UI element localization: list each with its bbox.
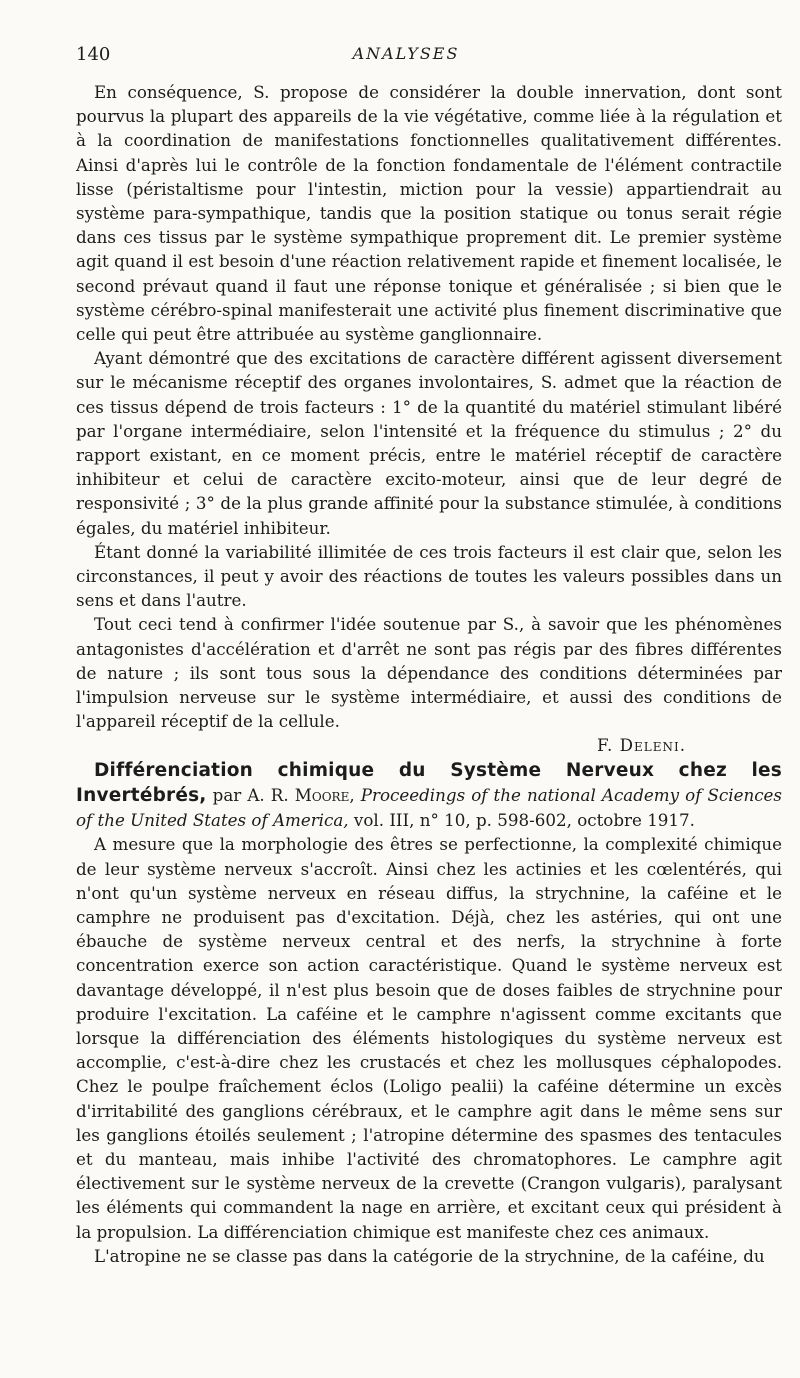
article-heading bbox=[76, 758, 782, 833]
paragraph: L'atropine ne se classe pas dans la catégorie de la strychnine, de la caféine, du bbox=[94, 1245, 765, 1266]
page-number: 140 bbox=[76, 44, 111, 65]
page-header bbox=[76, 44, 776, 72]
paragraph: Ayant démontré que des excitations de caractère différent agissent diversement sur le mécanisme réceptif des organes involontaires, S. admet que la réaction de ces tissus dépend de trois facteurs : 1° de la quantité du matériel stimulant libéré par l'organe intermédiaire, selon l'intensité et la fréquence du stimulus ; 2° du rapport existant, en ce moment précis, entre le matériel réceptif de caractère inhibiteur et celui de caractère excito-moteur, ainsi que de leur degré de responsivité ; 3° de la plus grande affinité pour la substance stimulée, à conditions égales, du matériel inhibiteur. bbox=[76, 348, 782, 538]
signature: F. Deleni. bbox=[597, 735, 686, 756]
article-title: Différenciation chimique du Système Nerveux chez les Invertébrés, bbox=[76, 759, 782, 806]
paragraph: Étant donné la variabilité illimitée de ces trois facteurs il est clair que, selon les circonstances, il peut y avoir des réactions de toutes les valeurs possibles dans un sens et dans l'autre. bbox=[76, 541, 782, 611]
article-body bbox=[76, 80, 782, 1268]
running-title: ANALYSES bbox=[352, 44, 460, 63]
article-author: Moore, bbox=[294, 784, 355, 805]
article-citation: vol. III, n° 10, p. 598-602, octobre 1917. bbox=[353, 810, 695, 831]
paragraph: En conséquence, S. propose de considérer la double innervation, dont sont pourvus la plupart des appareils de la vie végétative, comme liée à la régulation et à la coordination de manifestations fonctionnelles qualitativement différentes. Ainsi d'après lui le contrôle de la fonction fondamentale de l'élément contractile lisse (péristaltisme pour l'intestin, miction pour la vessie) appartiendrait au système para-sympathique, tandis que la position statique ou tonus serait régie dans ces tissus par le système sympathique proprement dit. Le premier système agit quand il est besoin d'une réaction relativement rapide et finement localisée, le second prévaut quand il faut une réponse tonique et généralisée ; si bien que le système cérébro-spinal manifesterait une activité plus finement discriminative que celle qui peut être attribuée au système ganglionnaire. bbox=[76, 82, 782, 345]
article-journal: Proceedings of the national Academy of Sciences of the United States of America, bbox=[76, 784, 782, 831]
paragraph: Tout ceci tend à confirmer l'idée soutenue par S., à savoir que les phénomènes antagonistes d'accélération et d'arrêt ne sont pas régis par des fibres différentes de nature ; ils sont tous sous la dépendance des conditions déterminées par l'impulsion nerveuse sur le système intermédiaire, et aussi des conditions de l'appareil réceptif de la cellule. bbox=[76, 614, 782, 732]
paragraph: A mesure que la morphologie des êtres se perfectionne, la complexité chimique de leur système nerveux s'accroît. Ainsi chez les actinies et les cœlentérés, qui n'ont qu'un système nerveux en réseau diffus, la strychnine, la caféine et le camphre ne produisent pas d'excitation. Déjà, chez les astéries, qui ont une ébauche de système nerveux central et des nerfs, la strychnine à forte concentration exerce son action caractéristique. Quand le système nerveux est davantage développé, il n'est plus besoin que de doses faibles de strychnine pour produire l'excitation. La caféine et le camphre n'agissent comme excitants que lorsque la différenciation des éléments histologiques du système nerveux est accomplie, c'est-à-dire chez les crustacés et chez les mollusques céphalopodes. Chez le poulpe fraîchement éclos (Loligo pealii) la caféine détermine un excès d'irritabilité des ganglions cérébraux, et le camphre agit dans le même sens sur les ganglions étoilés seulement ; l'atropine détermine des spasmes des tentacules et du manteau, mais inhibe l'activité des chromatophores. Le camphre agit électivement sur le système nerveux de la crevette (Crangon vulgaris), paralysant les éléments qui commandent la nage en arrière, et excitant ceux qui président à la propulsion. La différenciation chimique est manifeste chez ces animaux. bbox=[76, 834, 782, 1242]
article-by: par A. R. bbox=[212, 784, 289, 805]
